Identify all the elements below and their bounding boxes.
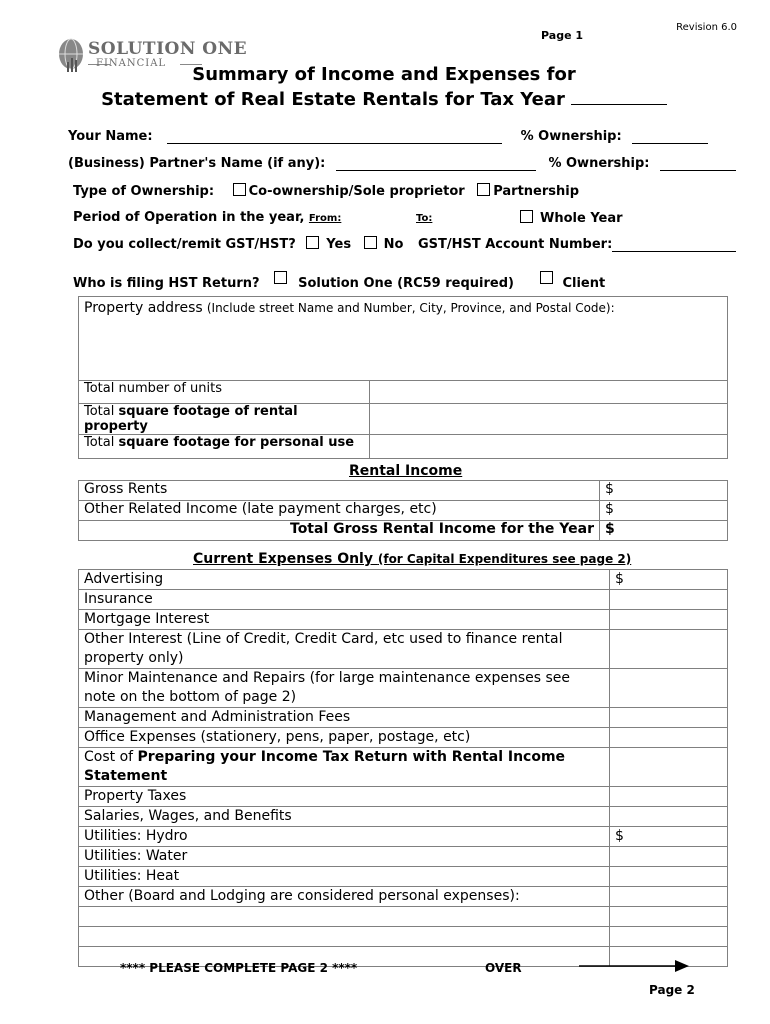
expense-amount[interactable]: $: [610, 570, 728, 590]
expense-item: Minor Maintenance and Repairs (for large maintenance expenses see note on the bottom of page 2): [79, 669, 610, 708]
units-label: Total number of units: [79, 381, 370, 404]
expense-amount[interactable]: [610, 807, 728, 827]
to-label: To:: [416, 213, 433, 224]
property-table: [78, 296, 728, 459]
revision-label: Revision 6.0: [676, 22, 737, 33]
expense-amount[interactable]: [610, 847, 728, 867]
sqft-personal-label: square footage for personal use: [118, 435, 355, 450]
logo-subtitle: FINANCIAL: [96, 58, 167, 69]
expense-item: Other (Board and Lodging are considered personal expenses):: [79, 887, 610, 907]
co-ownership-checkbox[interactable]: [233, 183, 246, 196]
arrow-right-icon: [579, 959, 689, 973]
expense-item: Insurance: [79, 590, 610, 610]
page-2-label: Page 2: [649, 983, 695, 997]
other-income-field[interactable]: $: [600, 501, 728, 521]
tax-year-field[interactable]: [571, 104, 667, 105]
gst-no-label: No: [383, 237, 404, 252]
partner-name-label: (Business) Partner's Name (if any):: [68, 156, 326, 171]
complete-page2-note: **** PLEASE COMPLETE PAGE 2 ****: [120, 961, 358, 975]
expenses-table: [78, 569, 728, 967]
gross-rents-label: Gross Rents: [79, 481, 600, 501]
your-name-label: Your Name:: [68, 129, 153, 144]
expenses-heading-note: (for Capital Expenditures see page 2): [377, 552, 632, 566]
gst-account-field[interactable]: [612, 237, 736, 252]
expense-amount[interactable]: [610, 907, 728, 927]
expense-item: Advertising: [79, 570, 610, 590]
ownership-label-1: % Ownership:: [520, 129, 622, 144]
gst-question: Do you collect/remit GST/HST?: [73, 237, 296, 252]
ownership-field-1[interactable]: [632, 129, 708, 144]
co-ownership-label: Co-ownership/Sole proprietor: [248, 184, 465, 199]
period-label: Period of Operation in the year,: [73, 210, 305, 225]
over-label: OVER: [485, 961, 522, 975]
whole-year-checkbox[interactable]: [520, 210, 533, 223]
property-address-cell[interactable]: [79, 297, 728, 381]
expense-amount[interactable]: [610, 867, 728, 887]
gst-yes-label: Yes: [326, 237, 352, 252]
partnership-checkbox[interactable]: [477, 183, 490, 196]
prep-bold: Preparing your Income Tax Return with Rental Income Statement: [84, 749, 566, 784]
prep-prefix: Cost of: [84, 749, 134, 765]
expense-amount[interactable]: [610, 610, 728, 630]
gst-no-checkbox[interactable]: [364, 236, 377, 249]
sqft-rental-label: square footage of rental property: [84, 404, 298, 434]
solution-one-label: Solution One (RC59 required): [298, 276, 514, 291]
units-field[interactable]: [370, 381, 728, 404]
solution-one-checkbox[interactable]: [274, 271, 287, 284]
partner-name-row: [68, 156, 736, 171]
expense-amount[interactable]: [610, 669, 728, 708]
expense-amount[interactable]: [610, 590, 728, 610]
page-number: Page 1: [541, 29, 584, 42]
property-address-note: (Include street Name and Number, City, Province, and Postal Code):: [206, 301, 615, 315]
expense-amount[interactable]: [610, 787, 728, 807]
expense-item: Other Interest (Line of Credit, Credit Card, etc used to finance rental property only): [79, 630, 610, 669]
whole-year-label: Whole Year: [540, 211, 623, 226]
expense-amount[interactable]: [610, 748, 728, 787]
ownership-type-row: [73, 183, 579, 199]
expense-item: Utilities: Heat: [79, 867, 610, 887]
sqft-personal-field[interactable]: [370, 435, 728, 459]
gross-rents-field[interactable]: $: [600, 481, 728, 501]
who-filing-label: Who is filing HST Return?: [73, 276, 260, 291]
gst-yes-checkbox[interactable]: [306, 236, 319, 249]
your-name-row: [68, 129, 708, 144]
sqft-rental-cell: [79, 404, 370, 435]
client-label: Client: [562, 276, 606, 291]
expense-item: Management and Administration Fees: [79, 708, 610, 728]
property-address-label: Property address: [84, 300, 203, 316]
period-row: [73, 210, 693, 225]
ownership-field-2[interactable]: [660, 156, 736, 171]
hst-filer-row: [73, 271, 605, 291]
page-title: [60, 62, 708, 112]
title-line-1: Summary of Income and Expenses for: [192, 64, 576, 85]
expense-amount[interactable]: $: [610, 827, 728, 847]
expense-amount[interactable]: [610, 887, 728, 907]
expense-item: Utilities: Water: [79, 847, 610, 867]
sqft-personal-prefix: Total: [84, 435, 115, 450]
expense-item: Office Expenses (stationery, pens, paper, postage, etc): [79, 728, 610, 748]
gst-account-label: GST/HST Account Number:: [417, 237, 613, 252]
logo-name: SOLUTION ONE: [88, 39, 248, 59]
partner-name-field[interactable]: [336, 156, 536, 171]
expense-amount[interactable]: [610, 728, 728, 748]
expense-amount[interactable]: [610, 630, 728, 669]
sqft-personal-cell: [79, 435, 370, 459]
other-expense-blank[interactable]: [79, 927, 610, 947]
expense-item: Mortgage Interest: [79, 610, 610, 630]
title-line-2: Statement of Real Estate Rentals for Tax Year: [101, 89, 565, 110]
rental-income-heading: Rental Income: [349, 463, 463, 479]
expense-item: Salaries, Wages, and Benefits: [79, 807, 610, 827]
rental-income-table: [78, 480, 728, 541]
expense-item: Property Taxes: [79, 787, 610, 807]
ownership-type-label: Type of Ownership:: [73, 184, 215, 199]
partnership-label: Partnership: [493, 184, 580, 199]
expenses-heading: [193, 551, 631, 567]
client-checkbox[interactable]: [540, 271, 553, 284]
expense-item: Utilities: Hydro: [79, 827, 610, 847]
other-income-label: Other Related Income (late payment charges, etc): [79, 501, 600, 521]
expense-amount[interactable]: [610, 708, 728, 728]
expense-amount[interactable]: [610, 927, 728, 947]
other-expense-blank[interactable]: [79, 907, 610, 927]
total-income-field[interactable]: $: [600, 521, 728, 541]
gst-row: [73, 236, 736, 252]
your-name-field[interactable]: [167, 129, 502, 144]
expenses-heading-main: Current Expenses Only: [193, 551, 373, 567]
expense-item-prep: [79, 748, 610, 787]
ownership-label-2: % Ownership:: [548, 156, 650, 171]
sqft-rental-prefix: Total: [84, 404, 115, 419]
total-income-label: Total Gross Rental Income for the Year: [79, 521, 600, 541]
from-label: From:: [308, 213, 342, 224]
sqft-rental-field[interactable]: [370, 404, 728, 435]
